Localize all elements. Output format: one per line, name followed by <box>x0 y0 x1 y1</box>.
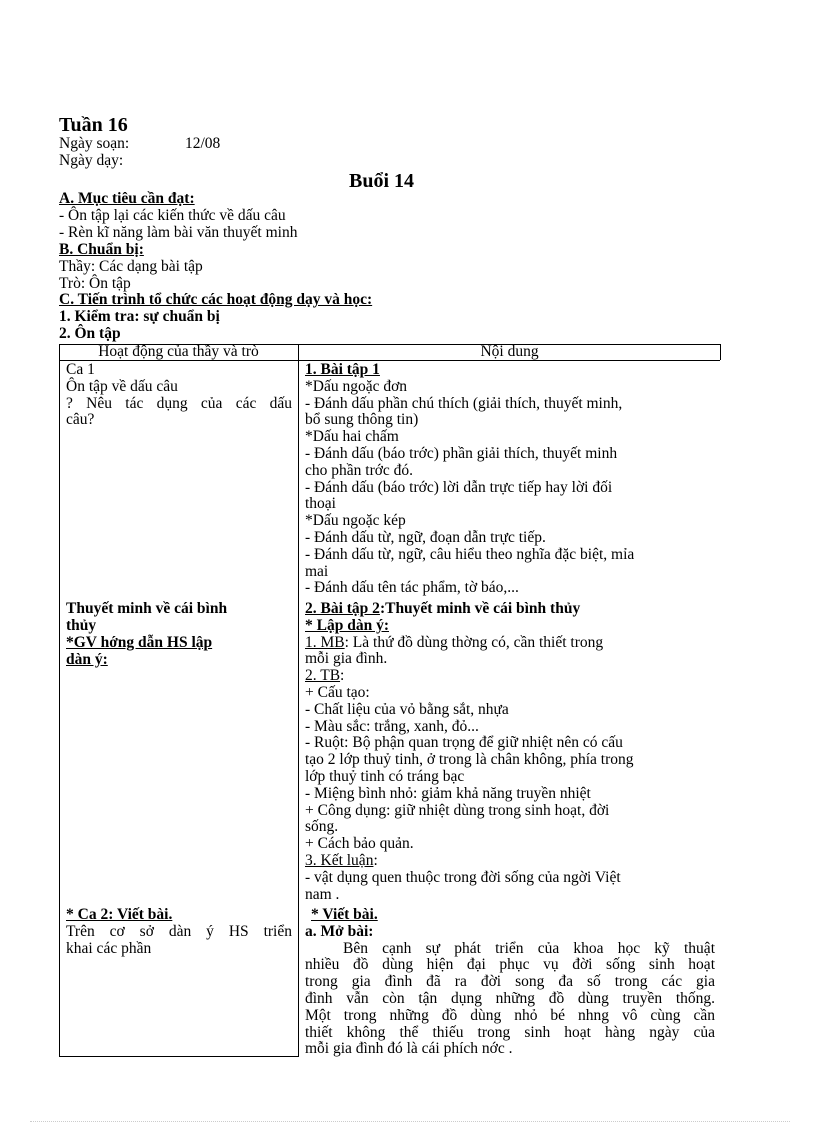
ca2-title: * Ca 2: Viết bài. <box>66 906 173 923</box>
prep-date-value: 12/08 <box>185 135 221 152</box>
section-c-title: C. Tiến trình tổ chức các hoạt động dạy và học: <box>59 291 373 308</box>
section-b-title: B. Chuẩn bị: <box>59 241 144 258</box>
kl-line: 3. Kết luận: <box>305 851 378 869</box>
table-bottom-border <box>59 1056 299 1057</box>
prep-date-label: Ngày soạn: <box>59 135 130 152</box>
section-a-item: - Rèn kĩ năng làm bài văn thuyết minh <box>59 224 298 241</box>
mo-bai-label: a. Mở bài: <box>305 922 374 940</box>
mb-line: 1. MB: Là thứ đồ dùng thờng có, cần thiết trong <box>305 633 604 651</box>
table-header-right: Nội dung <box>480 343 539 360</box>
viet-bai-block: * Viết bài. a. Mở bài: Bên cạnh sự phát triển của khoa học kỹ thuật nhiều đồ dùng hiện đại phục vụ đời sống sinh hoạt trong gia đình đã ra đời song đa số trong các gia đình vẫn còn tận dụng những đồ dùng truyền thống. Một trong những đồ dùng nhỏ bé nhng vô cùng cần thiết không thể thiếu trong sinh hoạt hàng ngày của mỗi gia đình đó là cái phích nớc . <box>305 906 715 1058</box>
page-bottom-dotted-line <box>30 1121 790 1122</box>
week-title: Tuần 16 <box>59 114 128 136</box>
table-column-divider <box>298 344 299 1057</box>
section-b-item: Thầy: Các dạng bài tập <box>59 258 203 275</box>
session-title: Buổi 14 <box>349 170 415 192</box>
bai2-title: 2. Bài tập 2:Thuyết minh về cái bình thủy <box>305 600 581 617</box>
gv-huong-dan: *GV hớng dẫn HS lập dàn ý: <box>66 634 213 668</box>
table-right-border <box>720 344 721 360</box>
section-a-item: - Ôn tập lại các kiến thức về dấu câu <box>59 207 286 224</box>
section-b-item: Trò: Ôn tập <box>59 275 131 292</box>
table-header-left: Hoạt động của thầy và trò <box>98 343 259 360</box>
tb-line: 2. TB: <box>305 667 345 685</box>
section-c-item: 1. Kiểm tra: sự chuẩn bị <box>59 308 220 325</box>
teach-date-label: Ngày dạy: <box>59 152 124 169</box>
section-c-item: 2. Ôn tập <box>59 325 121 342</box>
ca1-block: Ca 1 Ôn tập về dấu câu ? Nêu tác dụng của các dấu câu? <box>66 361 292 429</box>
bai2-block: 2. Bài tập 2:Thuyết minh về cái bình thủy * Lập dàn ý: 1. MB: Là thứ đồ dùng thờng có, cần thiết trong mỗi gia đình. 2. TB: + Cấu tạo: - Chất liệu của vỏ bằng sắt, nhựa - Màu sắc: trắng, xanh, đỏ... - Ruột: Bộ phận quan trọng để giữ nhiệt nên có cấu tạo 2 lớp thuỷ tinh, ở trong là chân không, phía trong lớp thuỷ tinh có tráng bạc - Miệng bình nhỏ: giảm khả năng truyền nhiệt + Công dụng: giữ nhiệt dùng trong sinh hoạt, đời sống. + Cách bảo quản. 3. Kết luận: - vật dụng quen thuộc trong đời sống của ngời Việt nam . <box>305 601 715 903</box>
viet-bai-title: * Viết bài. <box>311 906 378 923</box>
table-left-border <box>59 344 60 1057</box>
section-a-title: A. Mục tiêu cần đạt: <box>59 190 195 207</box>
lap-dan-y: * Lập dàn ý: <box>305 616 389 634</box>
bai1-title: 1. Bài tập 1 <box>305 361 380 378</box>
thuyet-minh-title: Thuyết minh về cái bình thủy <box>66 600 228 634</box>
bai1-block: 1. Bài tập 1 *Dấu ngoặc đơn - Đánh dấu phần chú thích (giải thích, thuyết minh, bổ sung thông tin) *Dấu hai chấm - Đánh dấu (báo trớc) phần giải thích, thuyết minh cho phần trớc đó. - Đánh dấu (báo trớc) lời dẫn trực tiếp hay lời đối thoại *Dấu ngoặc kép - Đánh dấu từ, ngữ, đoạn dẫn trực tiếp. - Đánh dấu từ, ngữ, câu hiểu theo nghĩa đặc biệt, mỉa mai - Đánh dấu tên tác phẩm, tờ báo,... <box>305 362 715 597</box>
ca2-text: Trên cơ sở dàn ý HS triển khai các phần <box>66 923 292 957</box>
